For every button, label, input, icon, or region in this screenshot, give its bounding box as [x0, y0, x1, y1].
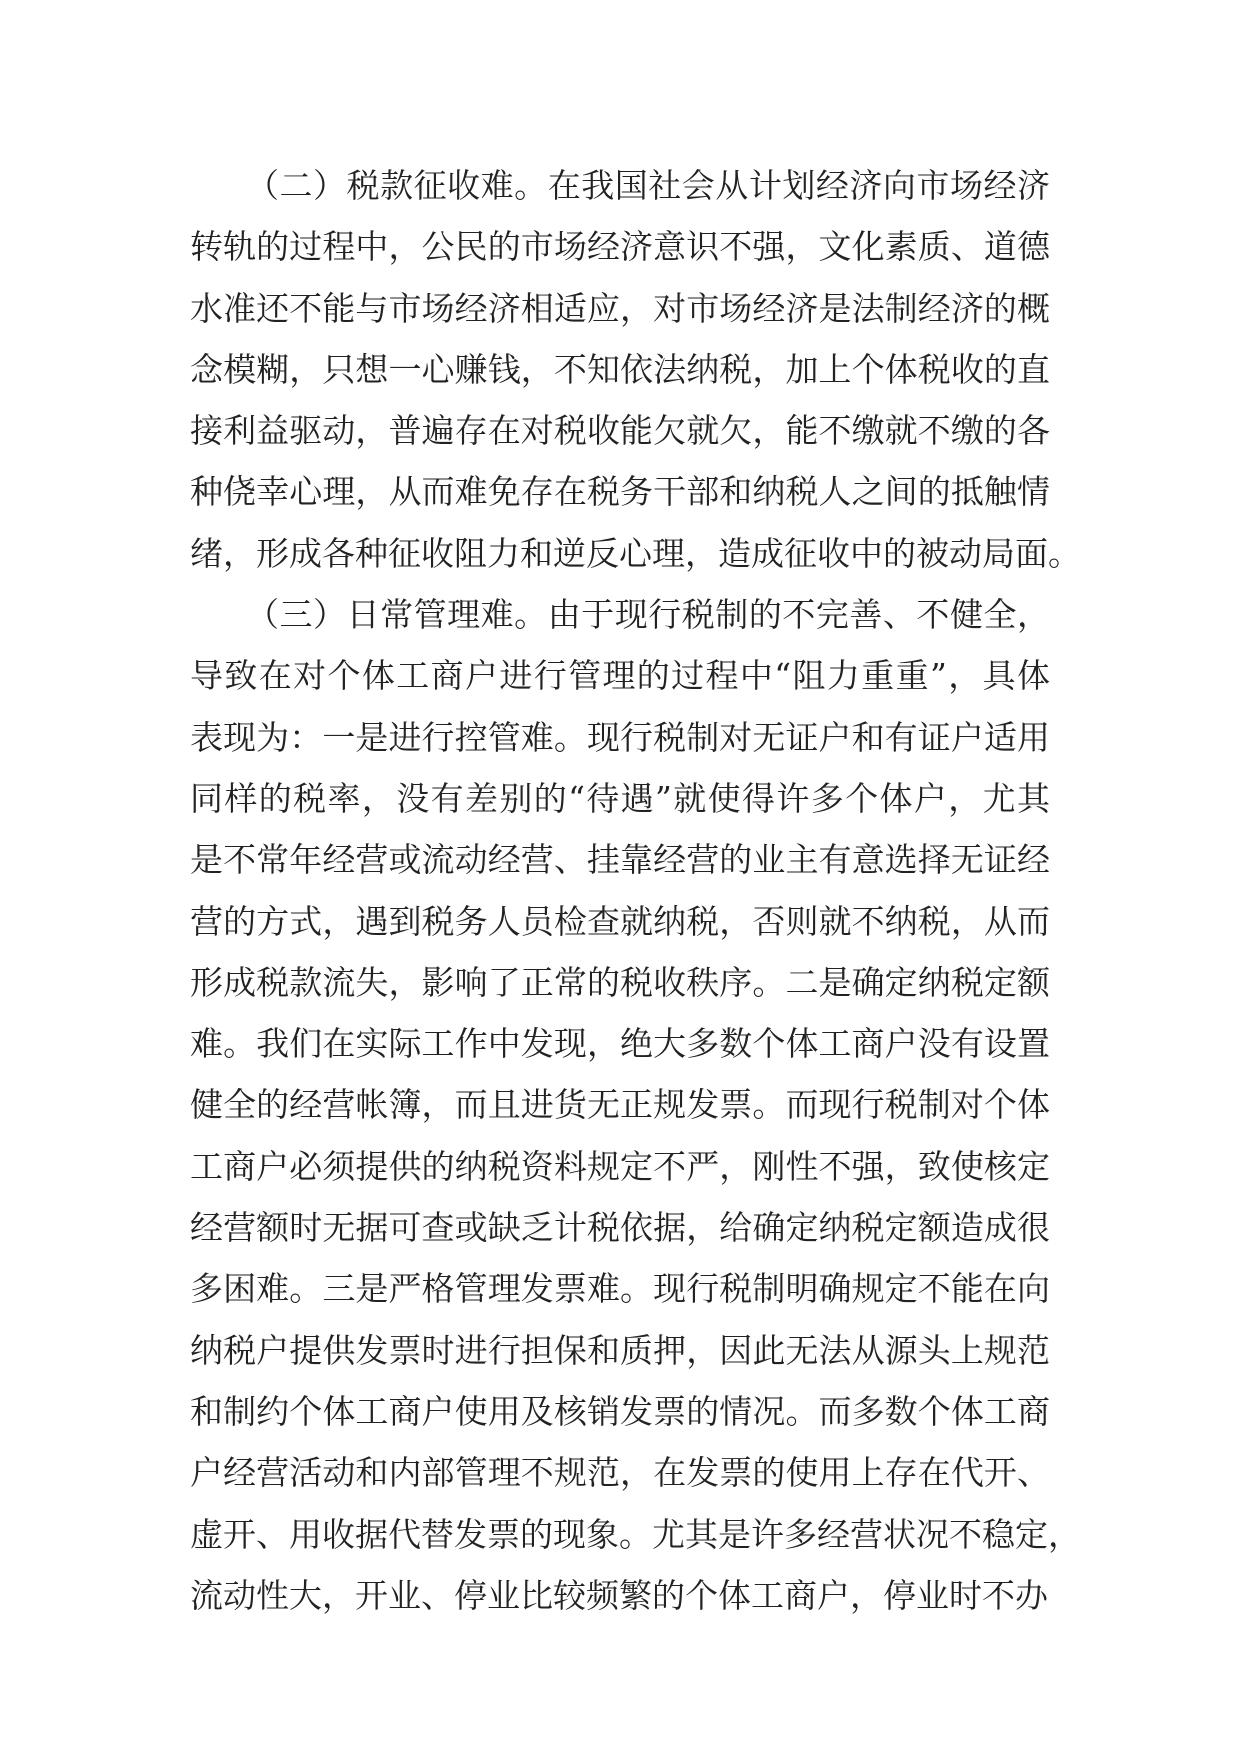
- text-line: 是不常年经营或流动经营、挂靠经营的业主有意选择无证经: [190, 840, 1050, 880]
- text-line: 健全的经营帐簿，而且进货无正规发票。而现行税制对个体: [190, 1085, 1050, 1125]
- text-line: 营的方式，遇到税务人员检查就纳税，否则就不纳税，从而: [190, 901, 1050, 941]
- text-line: 经营额时无据可查或缺乏计税依据，给确定纳税定额造成很: [190, 1208, 1050, 1248]
- text-line: 念模糊，只想一心赚钱，不知依法纳税，加上个体税收的直: [190, 349, 1050, 389]
- text-line: （三）日常管理难。由于现行税制的不完善、不健全，: [246, 595, 1050, 635]
- text-line: 纳税户提供发票时进行担保和质押，因此无法从源头上规范: [190, 1330, 1050, 1370]
- text-line: 工商户必须提供的纳税资料规定不严，刚性不强，致使核定: [190, 1146, 1050, 1186]
- text-line: 难。我们在实际工作中发现，绝大多数个体工商户没有设置: [190, 1024, 1050, 1064]
- text-line: 形成税款流失，影响了正常的税收秩序。二是确定纳税定额: [190, 962, 1050, 1002]
- text-line: 户经营活动和内部管理不规范，在发票的使用上存在代开、: [190, 1453, 1050, 1493]
- paragraph-tax-collection: [190, 155, 1081, 584]
- text-line: 同样的税率，没有差别的“待遇”就使得许多个体户，尤其: [190, 778, 1050, 818]
- text-line: （二）税款征收难。在我国社会从计划经济向市场经济: [246, 166, 1050, 205]
- text-line: 转轨的过程中，公民的市场经济意识不强，文化素质、道德: [190, 227, 1050, 267]
- text-line: 水准还不能与市场经济相适应，对市场经济是法制经济的概: [190, 288, 1050, 328]
- body-text: [190, 155, 1081, 1626]
- text-line: 虚开、用收据代替发票的现象。尤其是许多经营状况不稳定，: [190, 1514, 1081, 1554]
- text-line: 和制约个体工商户使用及核销发票的情况。而多数个体工商: [190, 1391, 1050, 1431]
- text-line: 多困难。三是严格管理发票难。现行税制明确规定不能在向: [190, 1269, 1050, 1309]
- text-line: 接利益驱动，普遍存在对税收能欠就欠，能不缴就不缴的各: [190, 411, 1050, 451]
- text-line: 导致在对个体工商户进行管理的过程中“阻力重重”，具体: [190, 656, 1050, 696]
- text-line: 流动性大，开业、停业比较频繁的个体工商户，停业时不办: [190, 1575, 1048, 1615]
- text-line: 表现为：一是进行控管难。现行税制对无证户和有证户适用: [190, 717, 1050, 757]
- text-line: 种侥幸心理，从而难免存在税务干部和纳税人之间的抵触情: [190, 472, 1050, 512]
- text-line: 绪，形成各种征收阻力和逆反心理，造成征收中的被动局面。: [190, 533, 1081, 573]
- paragraph-daily-management: [190, 584, 1081, 1626]
